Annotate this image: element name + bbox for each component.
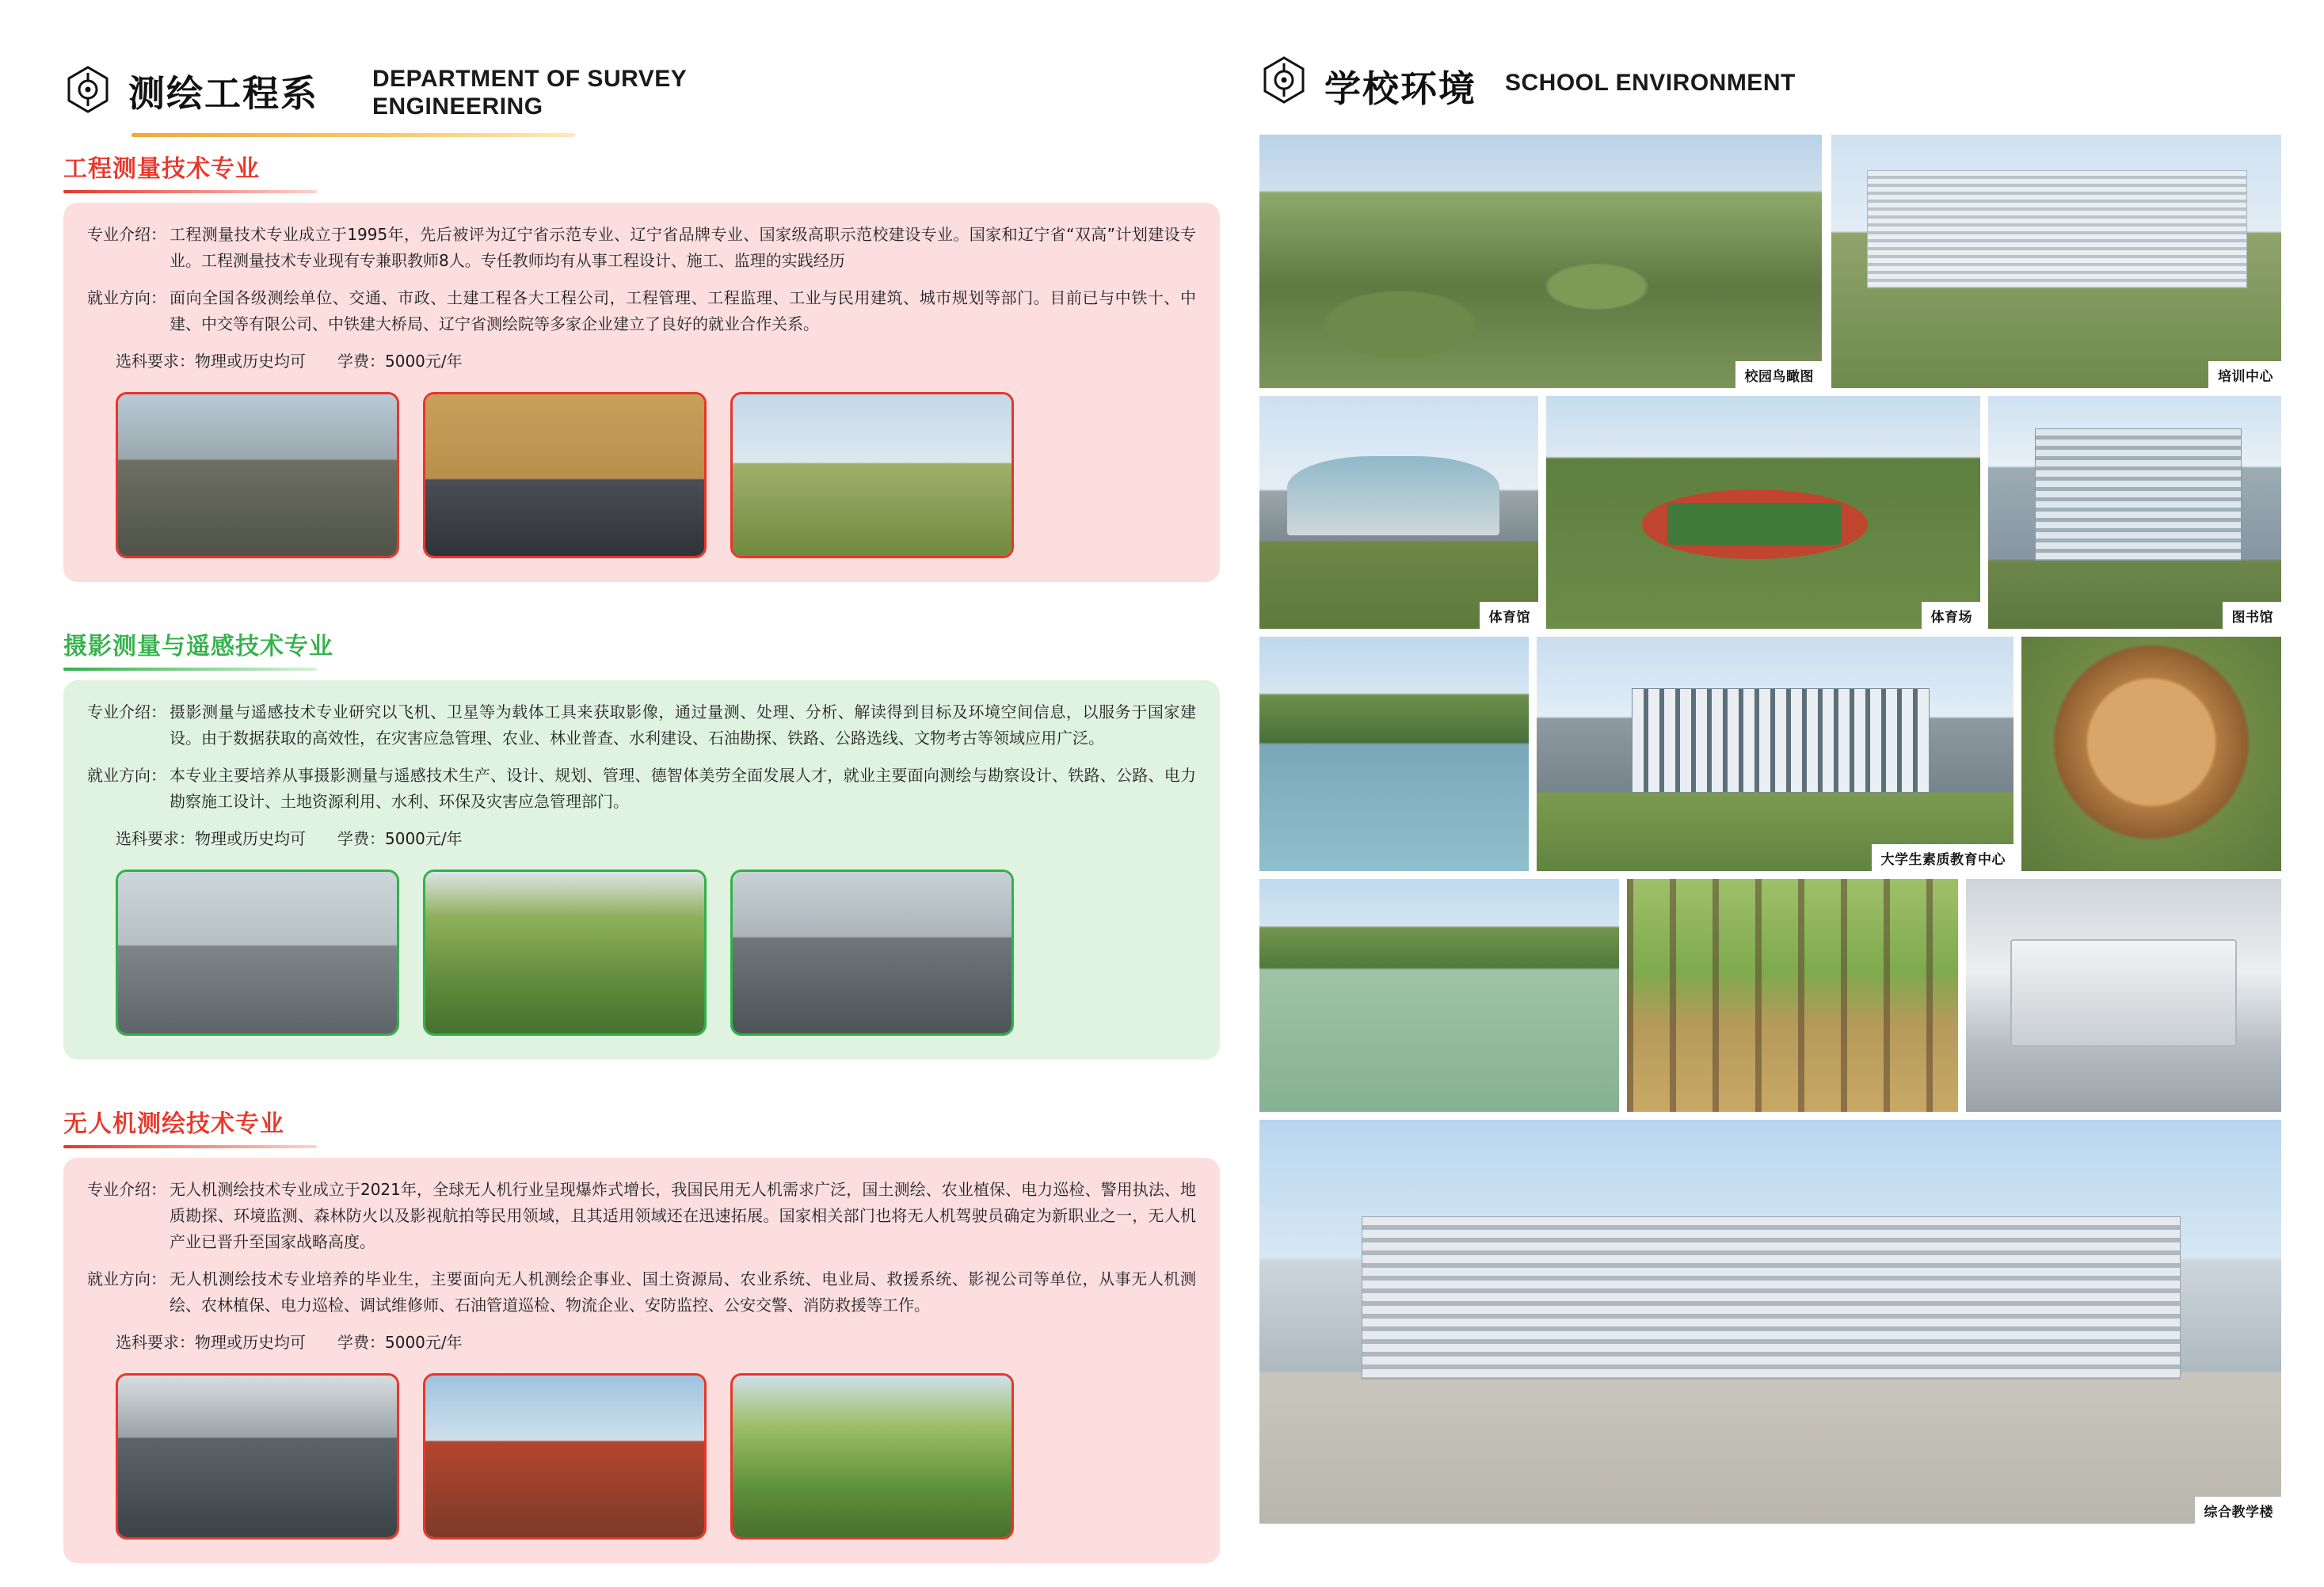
hexagon-target-icon [1259, 55, 1309, 105]
job-label: 就业方向： [87, 288, 166, 307]
photo-fixed-wing-drone [116, 1373, 399, 1539]
major-jobs [87, 1266, 1196, 1319]
major-photo-row [116, 870, 1196, 1036]
intro-text: 无人机测绘技术专业成立于2021年，全球无人机行业呈现爆炸式增长，我国民用无人机需求广泛，国土测绘、农业植保、电力巡检、警用执法、地质勘探、环境监测、森林防火以及影视航拍等民用领域，且其适用领域还在迅速拓展。国家相关部门也将无人机驾驶员确定为新职业之一，无人机产业已晋升至国家战略高度。 [170, 1180, 1196, 1251]
school-environment-column [1259, 48, 2281, 1552]
intro-label: 专业介绍： [87, 702, 166, 721]
photo-students-wall [423, 392, 707, 558]
department-header [63, 48, 1220, 135]
fee-label: 学费： [337, 829, 385, 848]
photo-caption: 体育场 [1922, 602, 1981, 629]
photo-caption: 体育馆 [1480, 602, 1539, 629]
photo-caption: 培训中心 [2208, 361, 2281, 388]
major-block-engineering-survey [63, 149, 1220, 582]
photo-lake-scenery [1259, 637, 1529, 871]
major-card [63, 680, 1220, 1060]
photo-campus-aerial [1259, 135, 1822, 388]
photo-bridge-survey [730, 392, 1014, 558]
fee-text: 5000元/年 [385, 829, 463, 848]
photo-survey-fieldwork [116, 392, 399, 558]
photo-computer-lab [116, 870, 399, 1036]
hexagon-target-icon [63, 65, 112, 114]
photo-quality-education-center [1537, 637, 2013, 871]
job-text: 面向全国各级测绘单位、交通、市政、土建工程各大工程公司，工程管理、工程监理、工业与民用建筑、城市规划等部门。目前已与中铁十、中建、中交等有限公司、中铁建大桥局、辽宁省测绘院等多家企业建立了良好的就业合作关系。 [170, 288, 1196, 333]
photo-caption: 校园鸟瞰图 [1735, 361, 1823, 388]
photo-campus-lake-building [1259, 879, 1619, 1112]
major-requirements [116, 826, 1196, 849]
fee-text: 5000元/年 [385, 1333, 463, 1352]
department-title-en: DEPARTMENT OF SURVEY ENGINEERING [372, 66, 687, 120]
major-photo-row [116, 392, 1196, 558]
environment-header [1259, 48, 2281, 124]
major-title: 摄影测量与遥感技术专业 [63, 633, 333, 660]
major-photo-row [116, 1373, 1196, 1539]
job-label: 就业方向： [87, 1269, 166, 1288]
photo-main-teaching-building [1259, 1120, 2281, 1524]
intro-text: 摄影测量与遥感技术专业研究以飞机、卫星等为载体工具来获取影像，通过量测、处理、分析、解读得到目标及环境空间信息，以服务于国家建设。由于数据获取的高效性，在灾害应急管理、农业、林业普查、水利建设、石油勘探、铁路、公路选线、文物考古等领域应用广泛。 [170, 702, 1196, 748]
photo-agriculture-drone [730, 1373, 1014, 1539]
major-title-underline [63, 1145, 317, 1148]
major-block-photogrammetry [63, 626, 1220, 1060]
req-label: 选科要求： [116, 829, 195, 848]
req-text: 物理或历史均可 [195, 1333, 306, 1352]
photo-drone-operation [423, 1373, 707, 1539]
req-text: 物理或历史均可 [195, 352, 306, 371]
intro-label: 专业介绍： [87, 1180, 166, 1199]
intro-label: 专业介绍： [87, 225, 166, 244]
photo-caption: 图书馆 [2223, 602, 2282, 629]
photo-training-center [1831, 135, 2281, 388]
job-text: 无人机测绘技术专业培养的毕业生，主要面向无人机测绘企事业、国土资源局、农业系统、电业局、救援系统、影视公司等单位，从事无人机测绘、农林植保、电力巡检、调试维修师、石油管道巡检、物流企业、安防监控、公安交警、消防救援等工作。 [170, 1269, 1196, 1315]
major-intro [87, 222, 1196, 274]
req-label: 选科要求： [116, 1333, 195, 1352]
job-label: 就业方向： [87, 766, 166, 785]
major-intro [87, 699, 1196, 752]
photo-gymnasium [1259, 396, 1538, 629]
photo-campus-stone [2021, 637, 2281, 871]
major-title-underline [63, 668, 317, 671]
major-intro [87, 1177, 1196, 1255]
photo-sports-field [1546, 396, 1980, 629]
photo-terrain-model [423, 870, 707, 1036]
environment-title-cn: 学校环境 [1324, 67, 1476, 110]
intro-text: 工程测量技术专业成立于1995年，先后被评为辽宁省示范专业、辽宁省品牌专业、国家级高职示范校建设专业。国家和辽宁省“双高”计划建设专业。工程测量技术专业现有专兼职教师8人。专任教师均有从事工程设计、施工、监理的实践经历 [170, 225, 1196, 270]
department-column [48, 48, 1220, 1552]
photo-autumn-forest [1627, 879, 1958, 1112]
fee-label: 学费： [337, 352, 385, 371]
department-title-underline [131, 133, 575, 137]
photo-caption: 综合教学楼 [2195, 1497, 2282, 1524]
major-title: 无人机测绘技术专业 [63, 1110, 284, 1138]
fee-label: 学费： [337, 1333, 385, 1352]
major-requirements [116, 1330, 1196, 1353]
photo-caption: 大学生素质教育中心 [1872, 844, 2014, 871]
photo-student-workstation [730, 870, 1014, 1036]
photo-library [1988, 396, 2281, 629]
major-jobs [87, 763, 1196, 815]
major-jobs [87, 285, 1196, 337]
req-label: 选科要求： [116, 352, 195, 371]
department-title-cn: 测绘工程系 [128, 72, 318, 115]
req-text: 物理或历史均可 [195, 829, 306, 848]
major-title: 工程测量技术专业 [63, 155, 260, 183]
photo-stone-book [1966, 879, 2281, 1112]
major-requirements [116, 348, 1196, 371]
major-block-uav-survey [63, 1104, 1220, 1563]
major-card [63, 1158, 1220, 1563]
fee-text: 5000元/年 [385, 352, 463, 371]
major-card [63, 203, 1220, 582]
environment-title-en: SCHOOL ENVIRONMENT [1505, 70, 1796, 96]
major-title-underline [63, 190, 317, 193]
job-text: 本专业主要培养从事摄影测量与遥感技术生产、设计、规划、管理、德智体美劳全面发展人才，就业主要面向测绘与勘察设计、铁路、公路、电力勘察施工设计、土地资源利用、水利、环保及灾害应急管理部门。 [170, 766, 1196, 811]
